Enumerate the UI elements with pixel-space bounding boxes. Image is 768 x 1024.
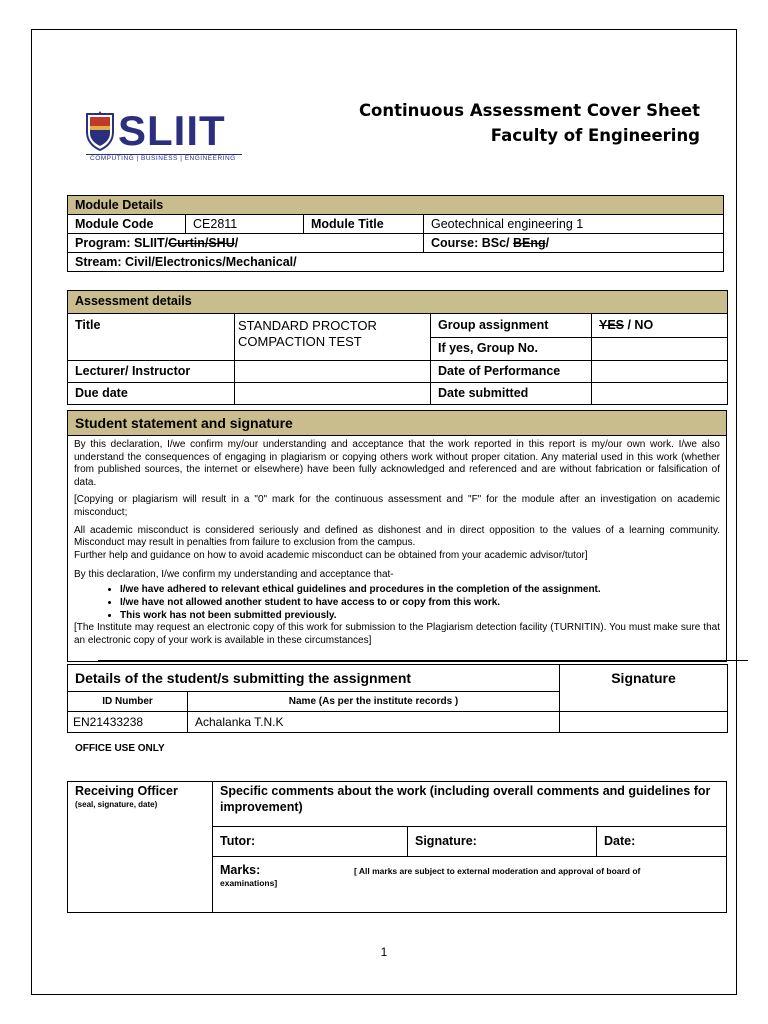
receiving-officer-label: Receiving Officer — [75, 784, 178, 798]
student-details-title: Details of the student/s submitting the assignment — [68, 665, 560, 692]
list-item: • This work has not been submitted previously. — [120, 609, 720, 622]
date-submitted-label: Date submitted — [431, 383, 592, 405]
name-header: Name (As per the institute records ) — [188, 692, 560, 712]
assessment-details-table — [67, 290, 728, 405]
misconduct-paragraph — [74, 525, 720, 563]
logo-tagline: COMPUTING | BUSINESS | ENGINEERING — [90, 155, 236, 162]
lecturer-label: Lecturer/ Instructor — [68, 361, 235, 383]
office-use-label: OFFICE USE ONLY — [75, 743, 165, 754]
group-number-value — [592, 338, 728, 361]
group-yes-struck: YES — [599, 318, 625, 332]
group-assignment-label: Group assignment — [431, 314, 592, 338]
group-no: / NO — [624, 318, 654, 332]
course-cell — [424, 234, 724, 253]
list-item: • I/we have adhered to relevant ethical guidelines and procedures in the completion of the assignment. — [120, 583, 720, 596]
lecturer-value — [235, 361, 431, 383]
office-use-table — [67, 781, 727, 913]
student-signature — [560, 712, 728, 733]
turnitin-notice: [The Institute may request an electronic copy of this work for submission to the Plagiarism detection facility (TURNITIN). You must make sure that an electronic copy of your work is available in these circumstances] — [74, 621, 720, 646]
assessment-title-value — [235, 314, 431, 361]
acceptance-intro: By this declaration, I/we confirm my understanding and acceptance that- — [74, 569, 394, 581]
module-title-value: Geotechnical engineering 1 — [424, 215, 724, 234]
id-number-header: ID Number — [68, 692, 188, 712]
student-details-table — [67, 664, 728, 733]
student-id: EN21433238 — [68, 712, 188, 733]
date-of-performance-value — [592, 361, 728, 383]
cover-sheet-title: Continuous Assessment Cover Sheet — [358, 101, 700, 120]
acceptance-list — [74, 583, 720, 622]
assessment-title-label: Title — [68, 314, 235, 361]
date-of-performance-label: Date of Performance — [431, 361, 592, 383]
marks-cell — [213, 857, 727, 913]
sliit-logo — [84, 107, 244, 166]
receiving-officer-sub: (seal, signature, date) — [75, 800, 158, 809]
declaration-paragraph: By this declaration, I/we confirm my/our understanding and acceptance that the work reported in this report is my/our own work. I/we also understand the consequences of engaging in plagiarism or copying others work without proper citation. Any material used in this work (whether from published sources, the internet or elsewhere) have been fully acknowledged and referenced and are without fabrication or falsification of data. — [74, 439, 720, 488]
module-code-label: Module Code — [68, 215, 186, 234]
tutor-label: Tutor: — [213, 827, 408, 857]
module-details-header: Module Details — [68, 196, 724, 215]
assessment-title-line2: COMPACTION TEST — [238, 334, 362, 349]
page-number: 1 — [380, 945, 388, 959]
due-date-value — [235, 383, 431, 405]
student-name: Achalanka T.N.K — [188, 712, 560, 733]
course-label: Course: BSc/ — [431, 236, 513, 250]
student-statement-header: Student statement and signature — [68, 411, 726, 436]
course-struck: BEng — [512, 236, 546, 250]
marks-note-continued: examinations] — [220, 878, 278, 888]
comments-title: Specific comments about the work (including overall comments and guidelines for improvement) — [213, 782, 727, 827]
sliit-crest-icon — [84, 110, 116, 152]
faculty-title: Faculty of Engineering — [490, 126, 700, 145]
student-statement-box — [67, 410, 727, 662]
program-label: Program: SLIIT/ — [75, 236, 169, 250]
group-assignment-value — [592, 314, 728, 338]
date-label: Date: — [597, 827, 727, 857]
program-cell — [68, 234, 424, 253]
student-statement-body — [68, 436, 726, 647]
plagiarism-warning: [Copying or plagiarism will result in a "0" mark for the continuous assessment and "F" for the module after an investigation on academic misconduct; — [74, 494, 720, 518]
assessment-title-line1: STANDARD PROCTOR — [238, 318, 377, 333]
date-submitted-value — [592, 383, 728, 405]
divider-line — [98, 660, 748, 661]
signature-header: Signature — [560, 665, 728, 712]
module-title-label: Module Title — [304, 215, 424, 234]
receiving-officer-cell — [68, 782, 213, 913]
assessment-details-header: Assessment details — [68, 291, 728, 314]
program-struck: Curtin/SHU — [168, 236, 235, 250]
list-item: • I/we have not allowed another student to have access to or copy from this work. — [120, 596, 720, 609]
module-details-table — [67, 195, 724, 272]
due-date-label: Due date — [68, 383, 235, 405]
group-number-label: If yes, Group No. — [431, 338, 592, 361]
course-tail: / — [545, 236, 550, 250]
table-row — [68, 712, 728, 733]
guidance-text: Further help and guidance on how to avoid academic misconduct can be obtained from your academic advisor/tutor] — [74, 549, 588, 561]
stream-cell: Stream: Civil/Electronics/Mechanical/ — [68, 253, 724, 272]
document-heading — [359, 98, 700, 148]
marks-note: [ All marks are subject to external moderation and approval of board of — [354, 866, 641, 876]
module-code-value: CE2811 — [186, 215, 304, 234]
signature-label: Signature: — [408, 827, 597, 857]
logo-wordmark: SLIIT — [118, 107, 226, 154]
program-tail: / — [234, 236, 239, 250]
marks-label: Marks: — [220, 863, 261, 877]
misconduct-text: All academic misconduct is considered seriously and defined as dishonest and in direct opposition to the values of a learning community. Misconduct may result in penalties from failure to exclusion from the campus. — [74, 524, 720, 549]
